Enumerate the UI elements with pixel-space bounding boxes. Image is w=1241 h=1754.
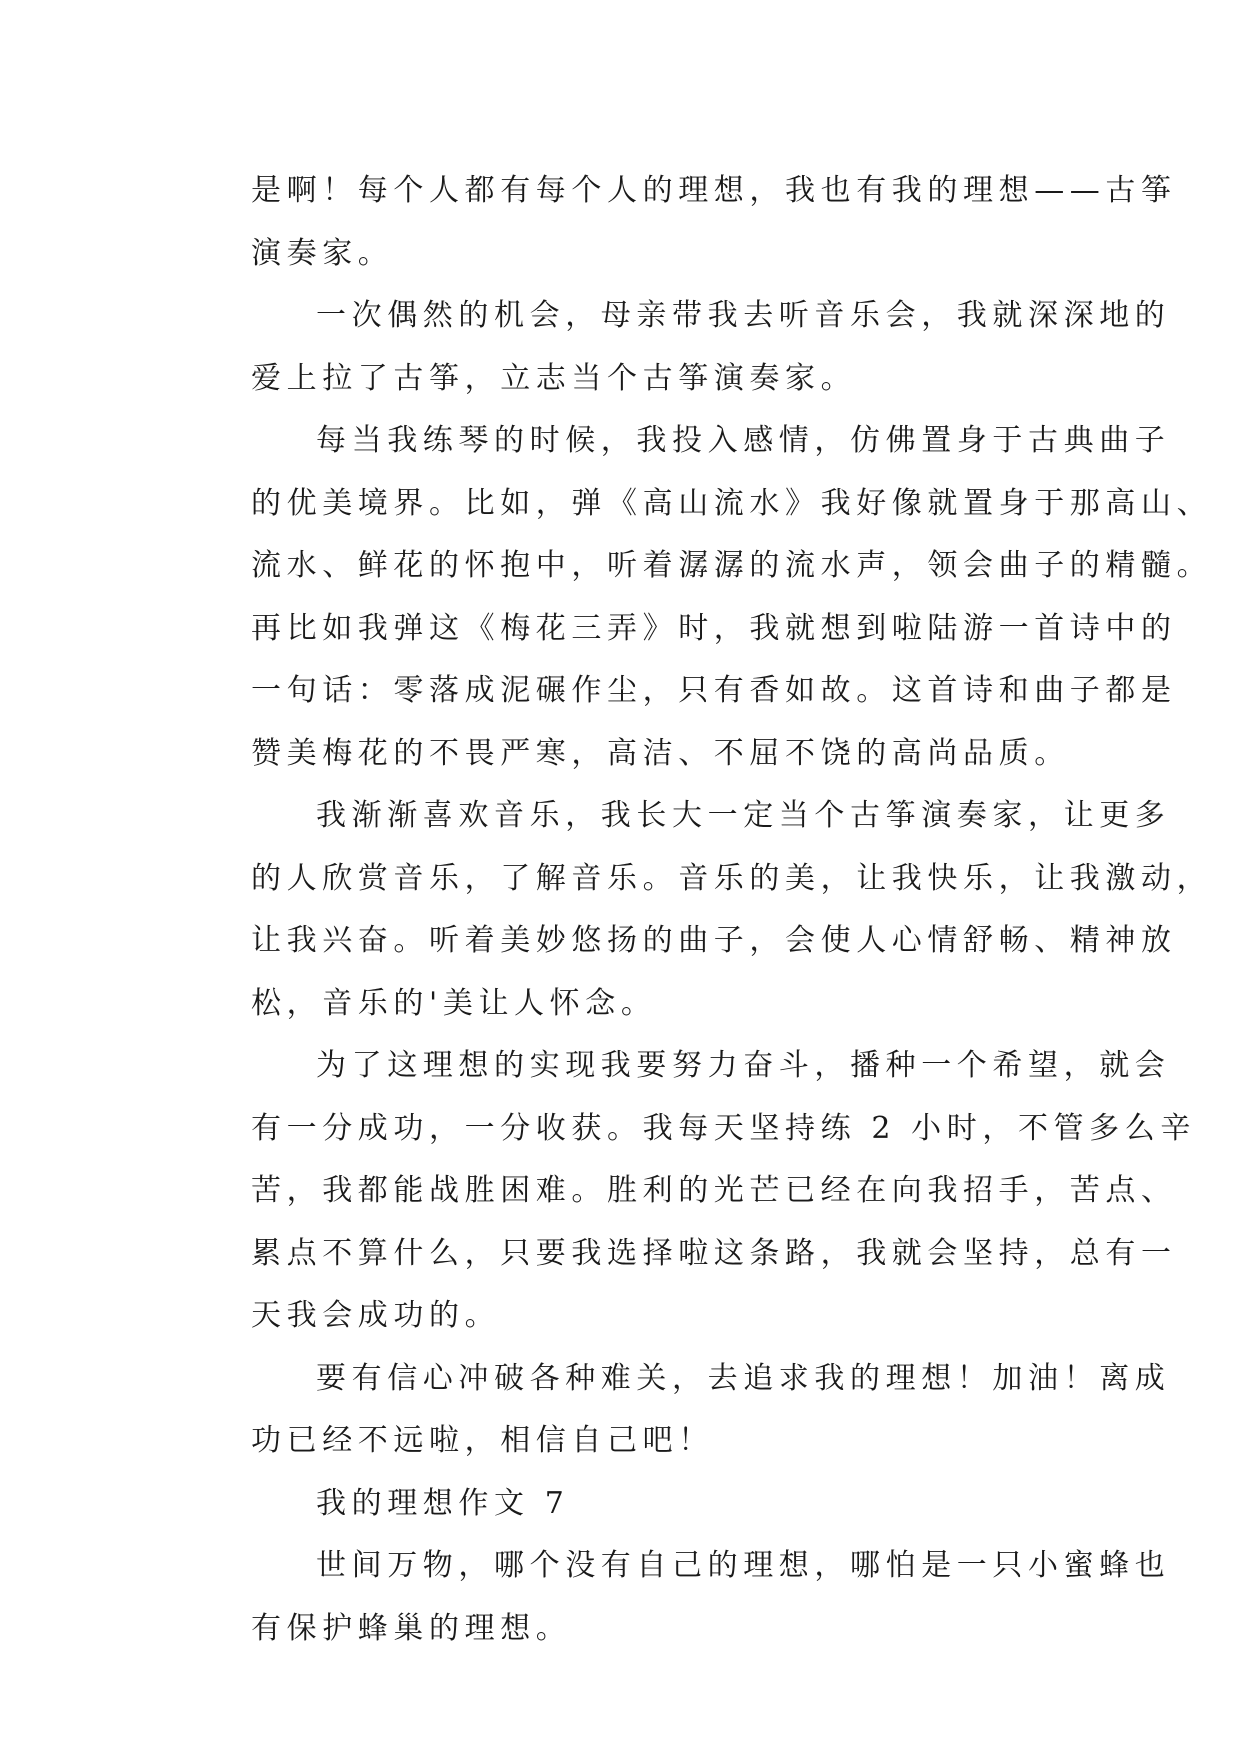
section-heading: [191, 1473, 1051, 1536]
paragraph: [191, 1535, 1171, 1660]
paragraph: [191, 285, 1171, 410]
text-line: 一句话：零落成泥碾作尘，只有香如故。这首诗和曲子都是: [251, 673, 1177, 708]
text-line: 累点不算什么，只要我选择啦这条路，我就会坚持，总有一: [251, 1235, 1177, 1271]
paragraph: [191, 1035, 1196, 1348]
paragraph: [191, 785, 1213, 1035]
text-line: 苦，我都能战胜困难。胜利的光芒已经在向我招手，苦点、: [251, 1173, 1177, 1208]
text-line: 天我会成功的。: [251, 1298, 501, 1333]
text-line: 有保护蜂巢的理想。: [251, 1610, 572, 1646]
text-line: 每当我练琴的时候，我投入感情，仿佛置身于古典曲子: [316, 423, 1171, 458]
text-line: 要有信心冲破各种难关，去追求我的理想！加油！离成: [316, 1360, 1171, 1396]
text-line: 是啊！每个人都有每个人的理想，我也有我的理想——古筝: [251, 173, 1177, 208]
text-line: 的人欣赏音乐，了解音乐。音乐的美，让我快乐，让我激动，: [251, 860, 1213, 896]
text-line: 流水、鲜花的怀抱中，听着潺潺的流水声，领会曲子的精髓。: [251, 548, 1213, 583]
paragraph: [191, 410, 1213, 785]
text-line: 的优美境界。比如，弹《高山流水》我好像就置身于那高山、: [251, 485, 1213, 521]
text-line: 为了这理想的实现我要努力奋斗，播种一个希望，就会: [316, 1048, 1171, 1083]
text-line: 让我兴奋。听着美妙悠扬的曲子，会使人心情舒畅、精神放: [251, 923, 1177, 958]
text-line: 世间万物，哪个没有自己的理想，哪怕是一只小蜜蜂也: [316, 1548, 1171, 1583]
text-line: 再比如我弹这《梅花三弄》时，我就想到啦陆游一首诗中的: [251, 610, 1177, 646]
text-line: 有一分成功，一分收获。我每天坚持练 2 小时，不管多么辛: [251, 1110, 1196, 1146]
text-line: 我渐渐喜欢音乐，我长大一定当个古筝演奏家，让更多: [316, 798, 1171, 833]
text-line: 赞美梅花的不畏严寒，高洁、不屈不饶的高尚品质。: [251, 735, 1070, 771]
text-line: 爱上拉了古筝，立志当个古筝演奏家。: [251, 360, 857, 396]
text-line: 我的理想作文 7: [316, 1485, 570, 1521]
essay-body: [191, 160, 1213, 1660]
paragraph: [191, 160, 1177, 285]
text-line: 一次偶然的机会，母亲带我去听音乐会，我就深深地的: [316, 298, 1171, 333]
paragraph: [191, 1348, 1171, 1473]
text-line: 松，音乐的'美让人怀念。: [251, 985, 657, 1021]
text-line: 功已经不远啦，相信自己吧！: [251, 1423, 714, 1458]
text-line: 演奏家。: [251, 235, 394, 271]
